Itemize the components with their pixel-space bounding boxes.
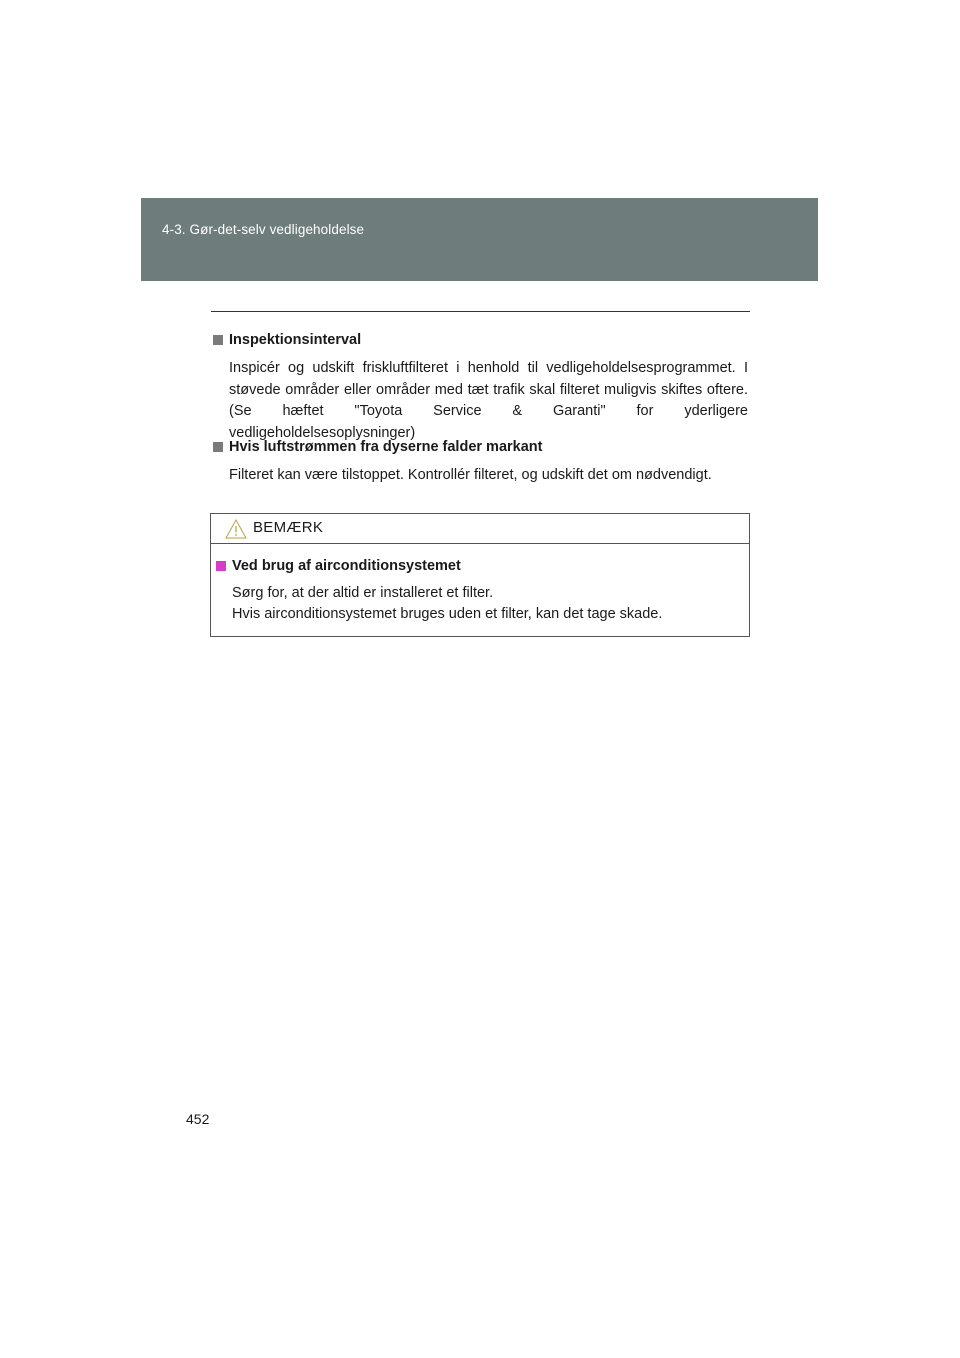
notice-header: [211, 514, 749, 544]
section-heading: [213, 437, 748, 457]
section-airflow: [213, 437, 748, 487]
chapter-header: [141, 198, 818, 281]
top-divider: [211, 311, 750, 312]
square-bullet-icon: [213, 335, 223, 345]
notice-label: BEMÆRK: [253, 519, 324, 536]
section-body: Inspicér og udskift friskluftfilteret i henhold til vedligeholdelsesprogrammet. I støvede områder eller områder med tæt trafik skal filteret muligvis skiftes oftere. (Se hæftet "Toyota Service & Garanti" for yderligere vedligeholdelsesoplysninger): [229, 360, 748, 441]
page-number: 452: [186, 1111, 210, 1127]
warning-triangle-icon: [225, 519, 247, 539]
notice-line: Sørg for, at der altid er installeret et filter.: [232, 585, 494, 601]
section-title: 4-3. Gør-det-selv vedligeholdelse: [162, 222, 365, 237]
notice-line: Hvis airconditionsystemet bruges uden et filter, kan det tage skade.: [232, 605, 663, 622]
notice-body: [232, 583, 744, 624]
section-heading-text: Hvis luftstrømmen fra dyserne falder markant: [229, 439, 543, 455]
notice-heading-text: Ved brug af airconditionsystemet: [232, 558, 461, 574]
section-heading: [213, 330, 748, 350]
notice-content: [216, 556, 744, 624]
notice-box: [210, 513, 750, 637]
notice-heading: [216, 556, 744, 576]
square-bullet-icon: [213, 442, 223, 452]
section-body: Filteret kan være tilstoppet. Kontrollér filteret, og udskift det om nødvendigt.: [229, 467, 712, 483]
section-inspection-interval: [213, 330, 748, 444]
square-bullet-icon: [216, 561, 226, 571]
section-heading-text: Inspektionsinterval: [229, 332, 362, 348]
